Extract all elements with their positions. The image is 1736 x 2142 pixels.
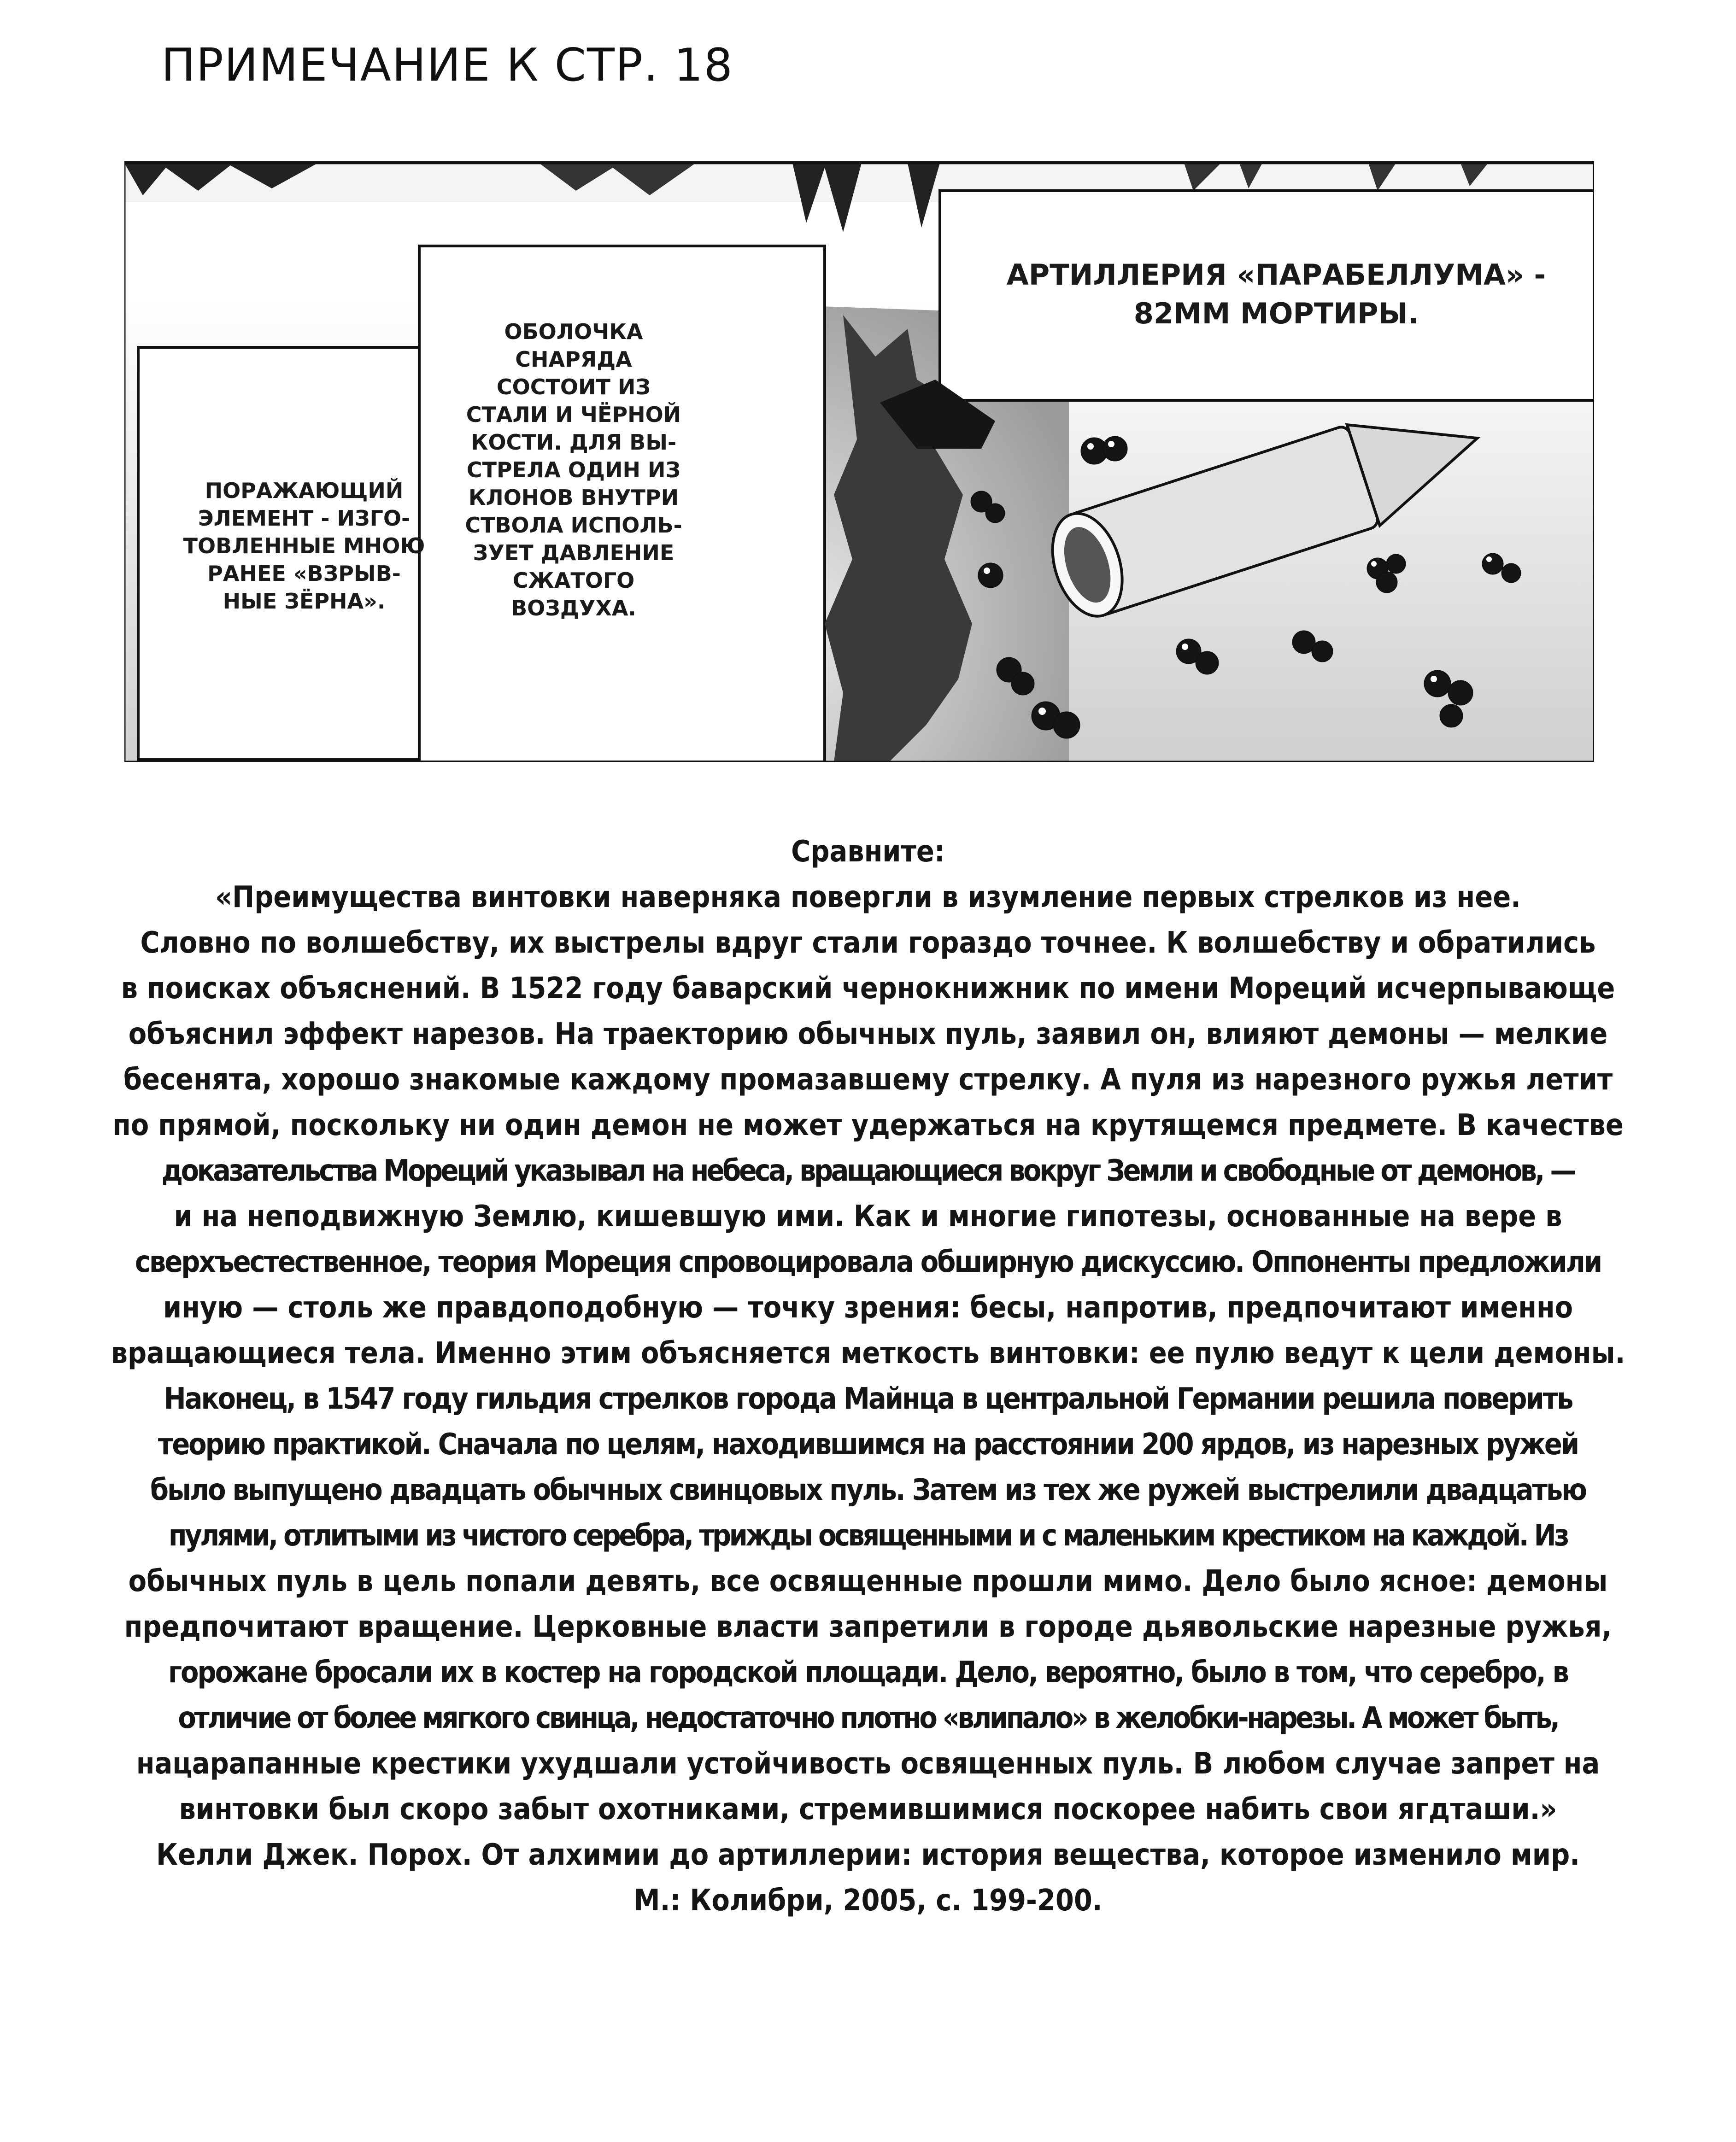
caption-element: ПОРАЖАЮЩИЙ ЭЛЕМЕНТ - ИЗГО- ТОВЛЕННЫЕ МНОЮ РАНЕЕ «ВЗРЫВ- НЫЕ ЗЁРНА». [183, 478, 425, 614]
text-line: по прямой, поскольку ни один демон не может удержаться на крутящемся предмете. В качестве [112, 1108, 1624, 1142]
text-line: горожане бросали их в костер на городской площади. Дело, вероятно, было в том, что серебро, в [168, 1656, 1568, 1690]
text-line: отличие от более мягкого свинца, недостаточно плотно «влипало» в желобки-нарезы. А может быть, [178, 1701, 1558, 1735]
text-line: винтовки был скоро забыт охотниками, стремившимися поскорее набить свои ягдташи.» [179, 1792, 1557, 1826]
citation-line: Келли Джек. Порох. От алхимии до артиллерии: история вещества, которое изменило мир. [156, 1838, 1580, 1872]
text-line: иную — столь же правдоподобную — точку зрения: бесы, напротив, предпочитают именно [163, 1291, 1573, 1325]
citation-line: М.: Колибри, 2005, с. 199-200. [633, 1884, 1103, 1918]
text-line: было выпущено двадцать обычных свинцовых пуль. Затем из тех же ружей выстрелили двадцатью [150, 1473, 1586, 1507]
manga-artwork [124, 163, 1594, 762]
text-line: теорию практикой. Сначала по целям, находившимся на расстоянии 200 ярдов, из нарезных ружей [158, 1428, 1578, 1462]
text-line: сверхъестественное, теория Мореция спровоцировала обширную дискуссию. Оппоненты предложили [135, 1245, 1601, 1279]
page-title: ПРИМЕЧАНИЕ К СТР. 18 [161, 39, 733, 92]
quote-text [9, 829, 1727, 1924]
caption-artillery: АРТИЛЛЕРИЯ «ПАРАБЕЛЛУМА» - 82ММ МОРТИРЫ. [1006, 258, 1546, 330]
text-line: Словно по волшебству, их выстрелы вдруг стали гораздо точнее. К волшебству и обратились [140, 926, 1596, 960]
text-line: в поисках объяснений. В 1522 году баварский чернокнижник по имени Мореций исчерпывающе [121, 972, 1615, 1006]
text-line: доказательства Мореций указывал на небеса, вращающиеся вокруг Земли и свободные от демонов, — [161, 1154, 1575, 1188]
text-line: и на неподвижную Землю, кишевшую ими. Как и многие гипотезы, основанные на вере в [174, 1200, 1562, 1234]
text-line: обычных пуль в цель попали девять, все освященные прошли мимо. Дело было ясное: демоны [128, 1564, 1608, 1598]
text-line: вращающиеся тела. Именно этим объясняется меткость винтовки: ее пулю ведут к цели демоны. [111, 1336, 1625, 1370]
text-line: нацарапанные крестики ухудшали устойчивость освященных пуль. В любом случае запрет на [136, 1747, 1600, 1781]
text-line: Наконец, в 1547 году гильдия стрелков города Майнца в центральной Германии решила поверить [164, 1382, 1572, 1416]
text-line: бесенята, хорошо знакомые каждому промазавшему стрелку. А пуля из нарезного ружья летит [123, 1063, 1613, 1097]
text-line: предпочитают вращение. Церковные власти запретили в городе дьявольские нарезные ружья, [124, 1610, 1612, 1644]
manga-panel-image [124, 161, 1594, 762]
text-line: объяснил эффект нарезов. На траекторию обычных пуль, заявил он, влияют демоны — мелкие [128, 1017, 1608, 1051]
caption-shell: ОБОЛОЧКА СНАРЯДА СОСТОИТ ИЗ СТАЛИ И ЧЁРНОЙ КОСТИ. ДЛЯ ВЫ- СТРЕЛА ОДИН ИЗ КЛОНОВ ВНУТРИ СТВОЛА ИСПОЛЬ- ЗУЕТ ДАВЛЕНИЕ СЖАТОГО ВОЗДУХА. [465, 319, 682, 620]
text-line: «Преимущества винтовки наверняка повергли в изумление первых стрелков из нее. [215, 880, 1521, 914]
text-line: Сравните: [791, 835, 945, 869]
text-line: пулями, отлитыми из чистого серебра, трижды освященными и с маленьким крестиком на каждой. Из [168, 1519, 1568, 1553]
